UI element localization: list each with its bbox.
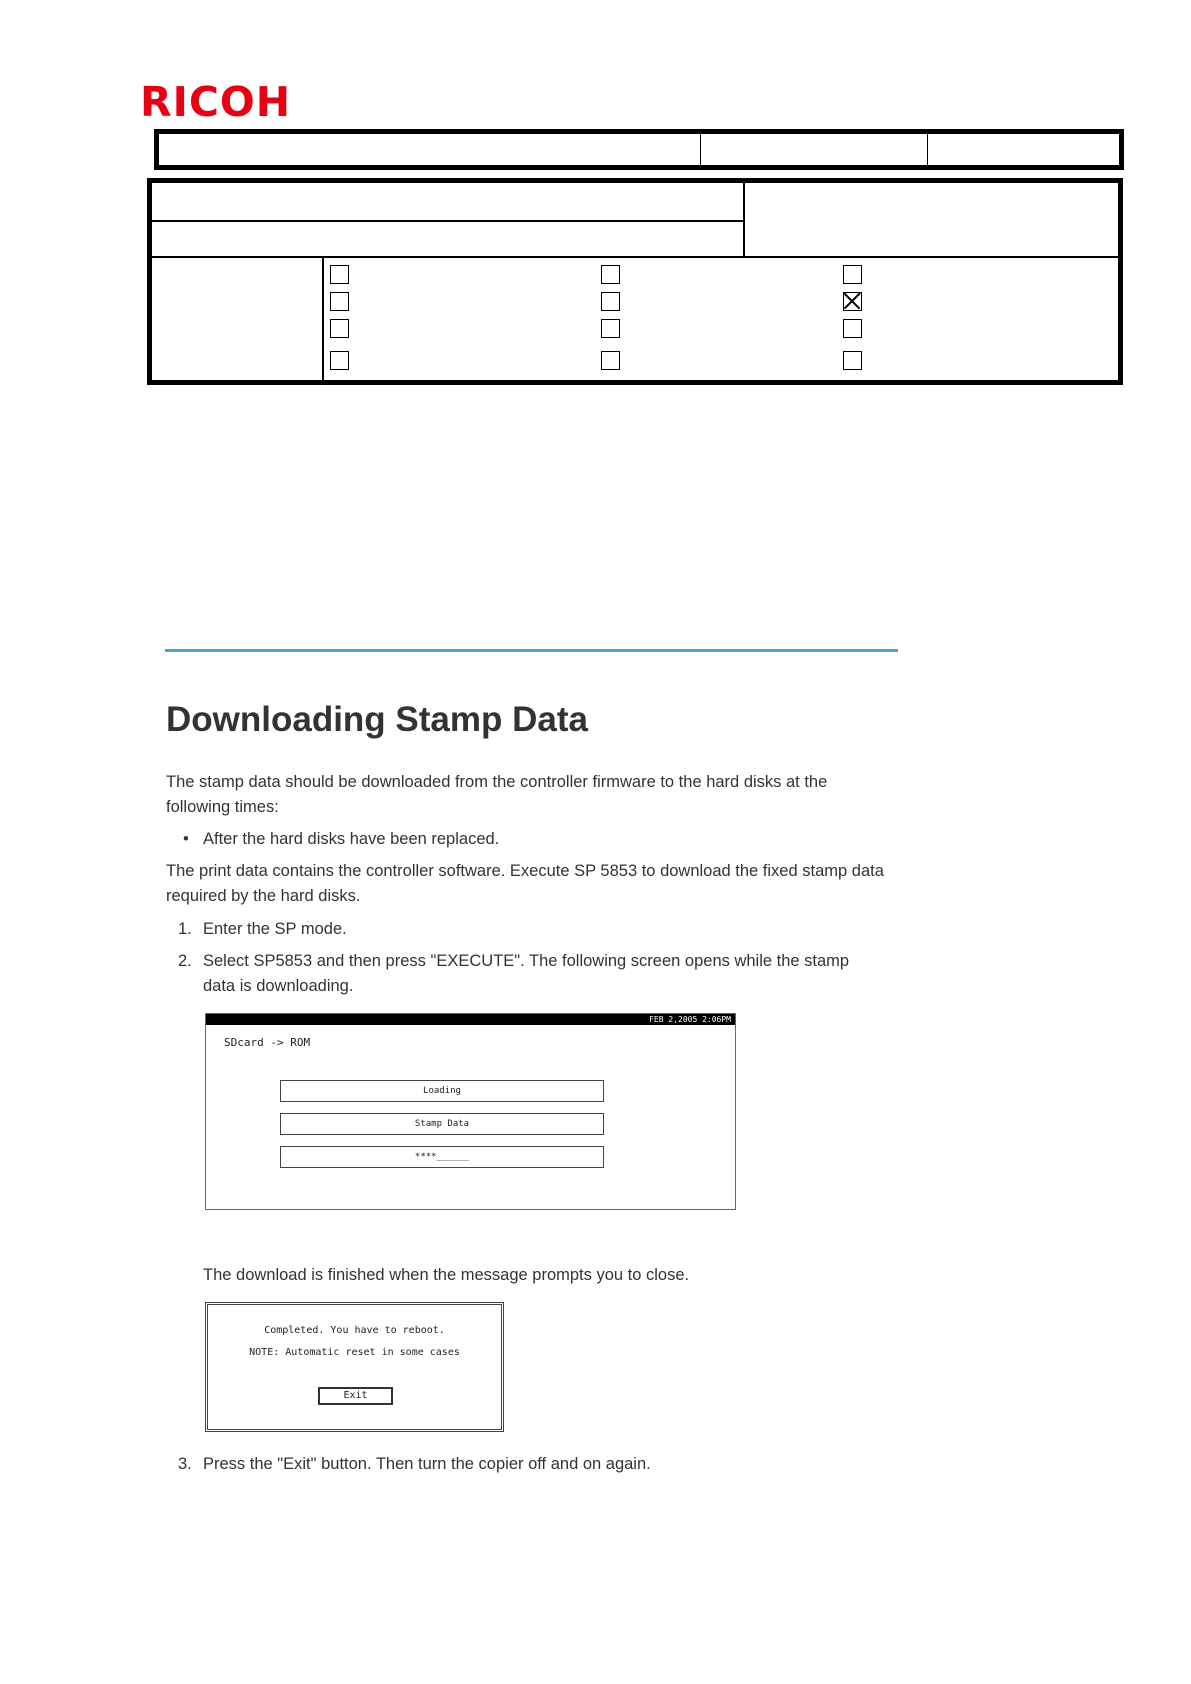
step-text: Select SP5853 and then press "EXECUTE". The following screen opens while the stamp data is downloading. xyxy=(203,952,850,995)
transfer-path: SDcard -> ROM xyxy=(224,1036,311,1049)
checkbox[interactable] xyxy=(843,265,862,284)
checkbox[interactable] xyxy=(601,292,620,311)
checkbox[interactable] xyxy=(330,265,349,284)
finished-text: The download is finished when the message prompts you to close. xyxy=(203,1266,690,1284)
table-rule xyxy=(322,256,324,380)
table-rule xyxy=(743,183,745,256)
completed-screenshot xyxy=(205,1302,504,1432)
status-bar xyxy=(206,1014,735,1025)
step-text: Enter the SP mode. xyxy=(203,920,347,938)
bullet-dot: • xyxy=(183,830,189,848)
loading-box: Loading xyxy=(280,1080,604,1102)
table-rule xyxy=(152,220,743,222)
checkbox[interactable] xyxy=(843,319,862,338)
classification-table xyxy=(147,178,1123,385)
paragraph: The print data contains the controller software. Execute SP 5853 to download the fixed stamp data required by the hard disks. xyxy=(166,862,884,905)
ricoh-logo: RICOH xyxy=(140,78,292,126)
loading-screenshot xyxy=(205,1013,736,1210)
checkbox[interactable] xyxy=(843,351,862,370)
note-message: NOTE: Automatic reset in some cases xyxy=(249,1347,460,1358)
section-rule xyxy=(165,649,898,652)
step-number: 2. xyxy=(178,952,192,970)
header-info-table xyxy=(154,129,1124,170)
header-divider xyxy=(927,134,928,165)
page-title: Downloading Stamp Data xyxy=(166,700,588,739)
checkbox[interactable] xyxy=(601,351,620,370)
checkbox[interactable] xyxy=(330,319,349,338)
exit-button[interactable]: Exit xyxy=(318,1387,393,1405)
table-rule xyxy=(152,256,1118,258)
checkbox[interactable] xyxy=(330,351,349,370)
step-number: 1. xyxy=(178,920,192,938)
stamp-data-box: Stamp Data xyxy=(280,1113,604,1135)
header-divider xyxy=(700,134,701,165)
completed-message: Completed. You have to reboot. xyxy=(264,1325,445,1336)
checkbox[interactable] xyxy=(601,265,620,284)
bullet-item: After the hard disks have been replaced. xyxy=(203,830,500,848)
progress-box: ****______ xyxy=(280,1146,604,1168)
step-number: 3. xyxy=(178,1455,192,1473)
checkbox[interactable] xyxy=(601,319,620,338)
step-text: Press the "Exit" button. Then turn the copier off and on again. xyxy=(203,1455,651,1473)
date-readout: FEB 2,2005 2:06PM xyxy=(649,1015,731,1024)
checkbox[interactable] xyxy=(330,292,349,311)
checkbox-checked[interactable] xyxy=(843,292,862,311)
intro-paragraph: The stamp data should be downloaded from the controller firmware to the hard disks at the following times: xyxy=(166,773,828,816)
